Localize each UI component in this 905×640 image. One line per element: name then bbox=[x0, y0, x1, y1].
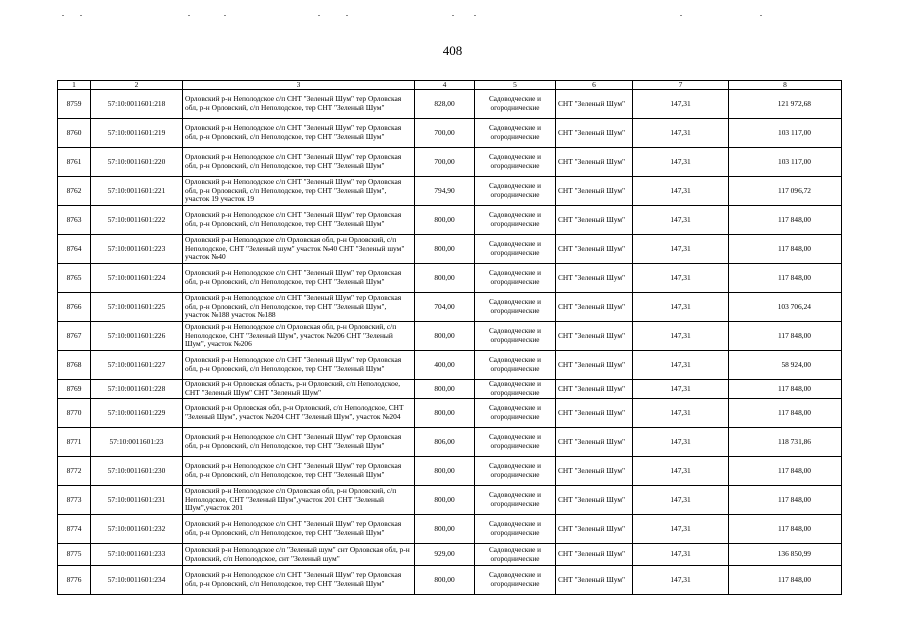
land-use-cell: Садоводческие и огороднические bbox=[475, 457, 556, 486]
land-use-cell: Садоводческие и огороднические bbox=[475, 264, 556, 293]
land-use-cell: Садоводческие и огороднические bbox=[475, 293, 556, 322]
address-cell: Орловский р-н Неполодское с/п СНТ "Зеленый Шум" тер Орловская обл, р-н Орловский, с/п Неполодское, тер СНТ "Зеленый Шум", участок 19 участок 19 bbox=[183, 177, 415, 206]
rate-cell: 147,31 bbox=[633, 119, 729, 148]
area-cell: 800,00 bbox=[415, 457, 475, 486]
organization-cell: СНТ "Зеленый Шум" bbox=[556, 457, 633, 486]
rate-cell: 147,31 bbox=[633, 148, 729, 177]
cadastral-number-cell: 57:10:0011601:234 bbox=[91, 566, 183, 595]
rate-cell: 147,31 bbox=[633, 457, 729, 486]
land-use-cell: Садоводческие и огороднические bbox=[475, 119, 556, 148]
organization-cell: СНТ "Зеленый Шум" bbox=[556, 235, 633, 264]
rate-cell: 147,31 bbox=[633, 544, 729, 566]
organization-cell: СНТ "Зеленый Шум" bbox=[556, 428, 633, 457]
area-cell: 800,00 bbox=[415, 206, 475, 235]
address-cell: Орловский р-н Неполодское с/п СНТ "Зеленый Шум" тер Орловская обл, р-н Орловский, с/п Неполодское, тер СНТ "Зеленый Шум", участок №188 участок №188 bbox=[183, 293, 415, 322]
row-number-cell: 8764 bbox=[58, 235, 91, 264]
cadastral-number-cell: 57:10:0011601:223 bbox=[91, 235, 183, 264]
table-row bbox=[58, 544, 842, 566]
table-row bbox=[58, 399, 842, 428]
address-cell: Орловский р-н Неполодское с/п СНТ "Зеленый Шум" тер Орловская обл, р-н Орловский, с/п Неполодское, тер СНТ "Зеленый Шум" bbox=[183, 428, 415, 457]
area-cell: 800,00 bbox=[415, 264, 475, 293]
table-header bbox=[58, 81, 842, 90]
cadastral-number-cell: 57:10:0011601:224 bbox=[91, 264, 183, 293]
land-use-cell: Садоводческие и огороднические bbox=[475, 177, 556, 206]
address-cell: Орловский р-н Орловская обл, р-н Орловский, с/п Неполодское, СНТ "Зеленый Шум", участок №204 СНТ "Зеленый Шум", участок №204 bbox=[183, 399, 415, 428]
land-use-cell: Садоводческие и огороднические bbox=[475, 235, 556, 264]
parcel-table bbox=[57, 80, 842, 595]
table-row bbox=[58, 148, 842, 177]
row-number-cell: 8772 bbox=[58, 457, 91, 486]
rate-cell: 147,31 bbox=[633, 235, 729, 264]
table-row bbox=[58, 486, 842, 515]
total-value-cell: 136 850,99 bbox=[729, 544, 842, 566]
address-cell: Орловский р-н Неполодское с/п "Зеленый шум" снт Орловская обл, р-н Орловский, с/п Неполодское, снт "Зеленый шум" bbox=[183, 544, 415, 566]
cadastral-number-cell: 57:10:0011601:218 bbox=[91, 90, 183, 119]
total-value-cell: 117 848,00 bbox=[729, 486, 842, 515]
area-cell: 800,00 bbox=[415, 235, 475, 264]
organization-cell: СНТ "Зеленый Шум" bbox=[556, 486, 633, 515]
organization-cell: СНТ "Зеленый Шум" bbox=[556, 566, 633, 595]
address-cell: Орловский р-н Неполодское с/п СНТ "Зеленый Шум" тер Орловская обл, р-н Орловский, с/п Неполодское, тер СНТ "Зеленый Шум" bbox=[183, 351, 415, 380]
cadastral-number-cell: 57:10:0011601:226 bbox=[91, 322, 183, 351]
land-use-cell: Садоводческие и огороднические bbox=[475, 380, 556, 399]
row-number-cell: 8770 bbox=[58, 399, 91, 428]
rate-cell: 147,31 bbox=[633, 177, 729, 206]
column-header: 1 bbox=[58, 81, 91, 90]
address-cell: Орловский р-н Неполодское с/п СНТ "Зеленый Шум" тер Орловская обл, р-н Орловский, с/п Неполодское, тер СНТ "Зеленый Шум" bbox=[183, 566, 415, 595]
land-use-cell: Садоводческие и огороднические bbox=[475, 148, 556, 177]
cadastral-number-cell: 57:10:0011601:225 bbox=[91, 293, 183, 322]
total-value-cell: 117 848,00 bbox=[729, 399, 842, 428]
row-number-cell: 8775 bbox=[58, 544, 91, 566]
rate-cell: 147,31 bbox=[633, 380, 729, 399]
address-cell: Орловский р-н Неполодское с/п СНТ "Зеленый Шум" тер Орловская обл, р-н Орловский, с/п Неполодское, тер СНТ "Зеленый Шум" bbox=[183, 148, 415, 177]
row-number-cell: 8763 bbox=[58, 206, 91, 235]
cadastral-number-cell: 57:10:0011601:221 bbox=[91, 177, 183, 206]
rate-cell: 147,31 bbox=[633, 515, 729, 544]
cadastral-number-cell: 57:10:0011601:229 bbox=[91, 399, 183, 428]
row-number-cell: 8761 bbox=[58, 148, 91, 177]
rate-cell: 147,31 bbox=[633, 206, 729, 235]
address-cell: Орловский р-н Неполодское с/п Орловская обл, р-н Орловский, с/п Неполодское, СНТ "Зеленый Шум",участок 201 СНТ "Зеленый Шум",участок 201 bbox=[183, 486, 415, 515]
rate-cell: 147,31 bbox=[633, 428, 729, 457]
area-cell: 800,00 bbox=[415, 322, 475, 351]
column-header: 6 bbox=[556, 81, 633, 90]
total-value-cell: 117 848,00 bbox=[729, 322, 842, 351]
total-value-cell: 103 117,00 bbox=[729, 119, 842, 148]
row-number-cell: 8768 bbox=[58, 351, 91, 380]
area-cell: 704,00 bbox=[415, 293, 475, 322]
land-use-cell: Садоводческие и огороднические bbox=[475, 322, 556, 351]
rate-cell: 147,31 bbox=[633, 351, 729, 380]
total-value-cell: 121 972,68 bbox=[729, 90, 842, 119]
table-body bbox=[58, 90, 842, 595]
row-number-cell: 8767 bbox=[58, 322, 91, 351]
organization-cell: СНТ "Зеленый Шум" bbox=[556, 119, 633, 148]
row-number-cell: 8773 bbox=[58, 486, 91, 515]
address-cell: Орловский р-н Неполодское с/п СНТ "Зеленый Шум" тер Орловская обл, р-н Орловский, с/п Неполодское, тер СНТ "Зеленый Шум" bbox=[183, 90, 415, 119]
cadastral-number-cell: 57:10:0011601:220 bbox=[91, 148, 183, 177]
address-cell: Орловский р-н Неполодское с/п СНТ "Зеленый Шум" тер Орловская обл, р-н Орловский, с/п Неполодское, тер СНТ "Зеленый Шум" bbox=[183, 119, 415, 148]
rate-cell: 147,31 bbox=[633, 566, 729, 595]
land-use-cell: Садоводческие и огороднические bbox=[475, 486, 556, 515]
organization-cell: СНТ "Зеленый Шум" bbox=[556, 399, 633, 428]
organization-cell: СНТ "Зеленый Шум" bbox=[556, 90, 633, 119]
row-number-cell: 8769 bbox=[58, 380, 91, 399]
cadastral-number-cell: 57:10:0011601:227 bbox=[91, 351, 183, 380]
table-row bbox=[58, 515, 842, 544]
total-value-cell: 58 924,00 bbox=[729, 351, 842, 380]
cadastral-number-cell: 57:10:0011601:23 bbox=[91, 428, 183, 457]
rate-cell: 147,31 bbox=[633, 399, 729, 428]
column-header: 7 bbox=[633, 81, 729, 90]
address-cell: Орловский р-н Неполодское с/п СНТ "Зеленый Шум" тер Орловская обл, р-н Орловский, с/п Неполодское, тер СНТ "Зеленый Шум" bbox=[183, 264, 415, 293]
address-cell: Орловский р-н Орловская область, р-н Орловский, с/п Неполодское, СНТ "Зеленый Шум" СНТ "Зеленый Шум" bbox=[183, 380, 415, 399]
area-cell: 800,00 bbox=[415, 380, 475, 399]
page-number: 408 bbox=[442, 43, 463, 58]
organization-cell: СНТ "Зеленый Шум" bbox=[556, 322, 633, 351]
land-use-cell: Садоводческие и огороднические bbox=[475, 428, 556, 457]
address-cell: Орловский р-н Неполодское с/п СНТ "Зеленый Шум" тер Орловская обл, р-н Орловский, с/п Неполодское, тер СНТ "Зеленый Шум" bbox=[183, 206, 415, 235]
area-cell: 794,90 bbox=[415, 177, 475, 206]
row-number-cell: 8774 bbox=[58, 515, 91, 544]
total-value-cell: 117 848,00 bbox=[729, 206, 842, 235]
organization-cell: СНТ "Зеленый Шум" bbox=[556, 544, 633, 566]
row-number-cell: 8771 bbox=[58, 428, 91, 457]
rate-cell: 147,31 bbox=[633, 486, 729, 515]
table-row bbox=[58, 428, 842, 457]
table-row bbox=[58, 293, 842, 322]
area-cell: 700,00 bbox=[415, 148, 475, 177]
table-row bbox=[58, 235, 842, 264]
area-cell: 929,00 bbox=[415, 544, 475, 566]
row-number-cell: 8766 bbox=[58, 293, 91, 322]
area-cell: 828,00 bbox=[415, 90, 475, 119]
table-row bbox=[58, 351, 842, 380]
land-use-cell: Садоводческие и огороднические bbox=[475, 566, 556, 595]
cadastral-number-cell: 57:10:0011601:233 bbox=[91, 544, 183, 566]
cadastral-number-cell: 57:10:0011601:219 bbox=[91, 119, 183, 148]
address-cell: Орловский р-н Неполодское с/п Орловская обл, р-н Орловский, с/п Неполодское, СНТ "Зеленый Шум", участок №206 СНТ "Зеленый Шум", участок №206 bbox=[183, 322, 415, 351]
column-header: 3 bbox=[183, 81, 415, 90]
address-cell: Орловский р-н Неполодское с/п СНТ "Зеленый Шум" тер Орловская обл, р-н Орловский, с/п Неполодское, тер СНТ "Зеленый Шум" bbox=[183, 515, 415, 544]
land-use-cell: Садоводческие и огороднические bbox=[475, 544, 556, 566]
table-row bbox=[58, 566, 842, 595]
column-header: 4 bbox=[415, 81, 475, 90]
organization-cell: СНТ "Зеленый Шум" bbox=[556, 177, 633, 206]
rate-cell: 147,31 bbox=[633, 322, 729, 351]
cadastral-number-cell: 57:10:0011601:222 bbox=[91, 206, 183, 235]
land-use-cell: Садоводческие и огороднические bbox=[475, 515, 556, 544]
organization-cell: СНТ "Зеленый Шум" bbox=[556, 206, 633, 235]
area-cell: 400,00 bbox=[415, 351, 475, 380]
total-value-cell: 117 848,00 bbox=[729, 515, 842, 544]
rate-cell: 147,31 bbox=[633, 293, 729, 322]
cadastral-number-cell: 57:10:0011601:232 bbox=[91, 515, 183, 544]
row-number-cell: 8759 bbox=[58, 90, 91, 119]
column-header: 8 bbox=[729, 81, 842, 90]
table-row bbox=[58, 322, 842, 351]
organization-cell: СНТ "Зеленый Шум" bbox=[556, 515, 633, 544]
address-cell: Орловский р-н Неполодское с/п Орловская обл, р-н Орловский, с/п Неполодское, СНТ "Зеленый шум" участок №40 СНТ "Зеленый шум" участок №40 bbox=[183, 235, 415, 264]
area-cell: 806,00 bbox=[415, 428, 475, 457]
cadastral-number-cell: 57:10:0011601:231 bbox=[91, 486, 183, 515]
area-cell: 800,00 bbox=[415, 566, 475, 595]
total-value-cell: 117 848,00 bbox=[729, 566, 842, 595]
column-header: 5 bbox=[475, 81, 556, 90]
total-value-cell: 103 706,24 bbox=[729, 293, 842, 322]
organization-cell: СНТ "Зеленый Шум" bbox=[556, 148, 633, 177]
rate-cell: 147,31 bbox=[633, 264, 729, 293]
organization-cell: СНТ "Зеленый Шум" bbox=[556, 351, 633, 380]
row-number-cell: 8765 bbox=[58, 264, 91, 293]
table-row bbox=[58, 90, 842, 119]
row-number-cell: 8776 bbox=[58, 566, 91, 595]
land-use-cell: Садоводческие и огороднические bbox=[475, 90, 556, 119]
table-row bbox=[58, 206, 842, 235]
organization-cell: СНТ "Зеленый Шум" bbox=[556, 380, 633, 399]
total-value-cell: 117 848,00 bbox=[729, 457, 842, 486]
table-row bbox=[58, 119, 842, 148]
total-value-cell: 117 848,00 bbox=[729, 235, 842, 264]
table-row bbox=[58, 177, 842, 206]
land-use-cell: Садоводческие и огороднические bbox=[475, 399, 556, 428]
table-row bbox=[58, 457, 842, 486]
land-use-cell: Садоводческие и огороднические bbox=[475, 351, 556, 380]
land-use-cell: Садоводческие и огороднические bbox=[475, 206, 556, 235]
total-value-cell: 117 848,00 bbox=[729, 380, 842, 399]
scan-noise bbox=[0, 15, 905, 21]
rate-cell: 147,31 bbox=[633, 90, 729, 119]
area-cell: 700,00 bbox=[415, 119, 475, 148]
total-value-cell: 117 096,72 bbox=[729, 177, 842, 206]
total-value-cell: 103 117,00 bbox=[729, 148, 842, 177]
total-value-cell: 117 848,00 bbox=[729, 264, 842, 293]
cadastral-number-cell: 57:10:0011601:228 bbox=[91, 380, 183, 399]
address-cell: Орловский р-н Неполодское с/п СНТ "Зеленый Шум" тер Орловская обл, р-н Орловский, с/п Неполодское, тер СНТ "Зеленый Шум" bbox=[183, 457, 415, 486]
row-number-cell: 8760 bbox=[58, 119, 91, 148]
organization-cell: СНТ "Зеленый Шум" bbox=[556, 293, 633, 322]
area-cell: 800,00 bbox=[415, 399, 475, 428]
cadastral-number-cell: 57:10:0011601:230 bbox=[91, 457, 183, 486]
area-cell: 800,00 bbox=[415, 486, 475, 515]
table-row bbox=[58, 380, 842, 399]
total-value-cell: 118 731,86 bbox=[729, 428, 842, 457]
area-cell: 800,00 bbox=[415, 515, 475, 544]
column-header: 2 bbox=[91, 81, 183, 90]
organization-cell: СНТ "Зеленый Шум" bbox=[556, 264, 633, 293]
table-row bbox=[58, 264, 842, 293]
header-row bbox=[58, 81, 842, 90]
row-number-cell: 8762 bbox=[58, 177, 91, 206]
